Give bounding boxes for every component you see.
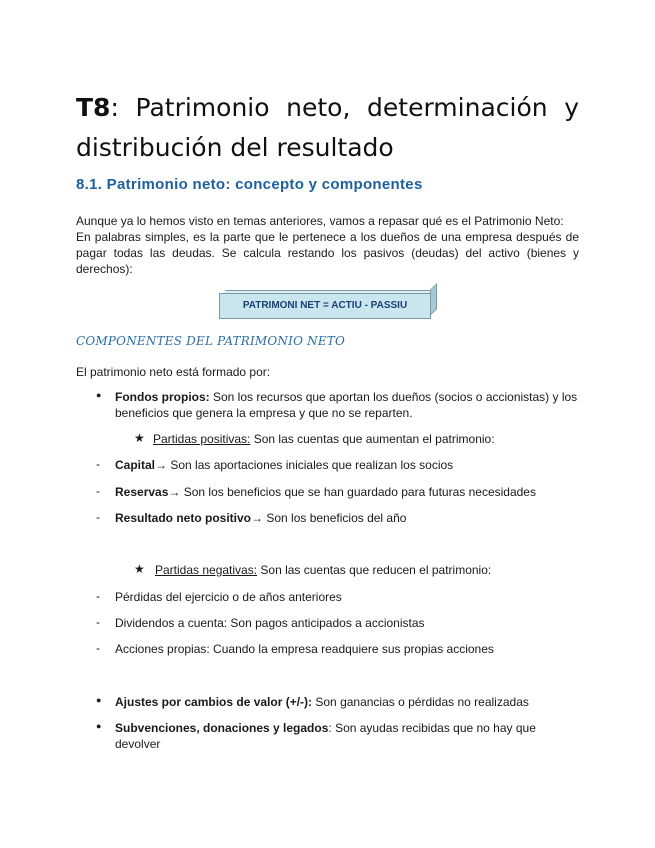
section-heading: 8.1. Patrimonio neto: concepto y componentes	[76, 176, 423, 193]
ajustes-label: Ajustes por cambios de valor (+/-):	[115, 695, 313, 709]
dash-icon: -	[96, 510, 100, 524]
positive-item-text: Son las aportaciones iniciales que realizan los socios	[167, 458, 454, 472]
positive-item-text: Son los beneficios del año	[263, 511, 407, 525]
bullet-icon: ●	[96, 695, 102, 705]
subvenciones-text: : Son ayudas recibidas que no hay que devolver	[115, 721, 536, 751]
negative-item: Pérdidas del ejercicio o de años anteriores	[115, 590, 342, 604]
arrow-icon: →	[168, 485, 181, 499]
fondos-propios-text: Son los recursos que aportan los dueños (socios o accionistas) y los beneficios que genera la empresa y que no se reparten.	[115, 390, 578, 420]
partidas-positivas-label: Partidas positivas:	[153, 432, 251, 446]
intro-paragraph	[76, 213, 579, 277]
title-text: : Patrimonio neto, determinación y distribución del resultado	[76, 93, 579, 162]
arrow-icon: →	[251, 511, 264, 525]
subvenciones-label: Subvenciones, donaciones y legados	[115, 721, 329, 735]
ajustes-item	[115, 694, 580, 710]
negative-item: Acciones propias: Cuando la empresa readquiere sus propias acciones	[115, 642, 494, 656]
dash-icon: -	[96, 641, 100, 655]
positive-item-text: Son los beneficios que se han guardado para futuras necesidades	[180, 485, 536, 499]
positive-item-label: Reservas	[115, 485, 169, 499]
page-title	[76, 88, 579, 168]
bullet-icon: ●	[96, 390, 102, 400]
formula-box	[219, 290, 439, 320]
fondos-propios-label: Fondos propios:	[115, 390, 210, 404]
positive-item	[115, 457, 580, 473]
title-prefix: T8	[76, 93, 111, 122]
partidas-negativas-text: Son las cuentas que reducen el patrimonio:	[257, 563, 492, 577]
ajustes-text: Son ganancias o pérdidas no realizadas	[312, 695, 529, 709]
bullet-icon: ●	[96, 721, 102, 731]
formula-text: PATRIMONI NET = ACTIU - PASSIU	[219, 293, 431, 319]
partidas-positivas-text: Son las cuentas que aumentan el patrimonio:	[250, 432, 495, 446]
dash-icon: -	[96, 457, 100, 471]
partidas-negativas-item	[155, 562, 491, 578]
positive-item	[115, 484, 580, 500]
star-icon: ★	[134, 562, 145, 576]
dash-icon: -	[96, 615, 100, 629]
subsection-heading: COMPONENTES DEL PATRIMONIO NETO	[76, 334, 346, 348]
dash-icon: -	[96, 484, 100, 498]
negative-item: Dividendos a cuenta: Son pagos anticipados a accionistas	[115, 616, 425, 630]
positive-item	[115, 510, 580, 526]
dash-icon: -	[96, 589, 100, 603]
subvenciones-item	[115, 720, 580, 752]
partidas-negativas-label: Partidas negativas:	[155, 563, 258, 577]
positive-item-label: Resultado neto positivo	[115, 511, 252, 525]
partidas-positivas-item	[153, 431, 495, 447]
arrow-icon: →	[155, 458, 168, 472]
positive-item-label: Capital	[115, 458, 156, 472]
components-intro: El patrimonio neto está formado por:	[76, 365, 271, 379]
intro-line-2: En palabras simples, es la parte que le pertenece a los dueños de una empresa después de pagar todas las deudas. Se calcula restando los pasivos (deudas) del activo (bienes y derechos):	[76, 230, 579, 276]
star-icon: ★	[134, 431, 145, 445]
intro-line-1: Aunque ya lo hemos visto en temas anteriores, vamos a repasar qué es el Patrimonio Neto:	[76, 214, 564, 228]
fondos-propios-item	[115, 389, 580, 421]
